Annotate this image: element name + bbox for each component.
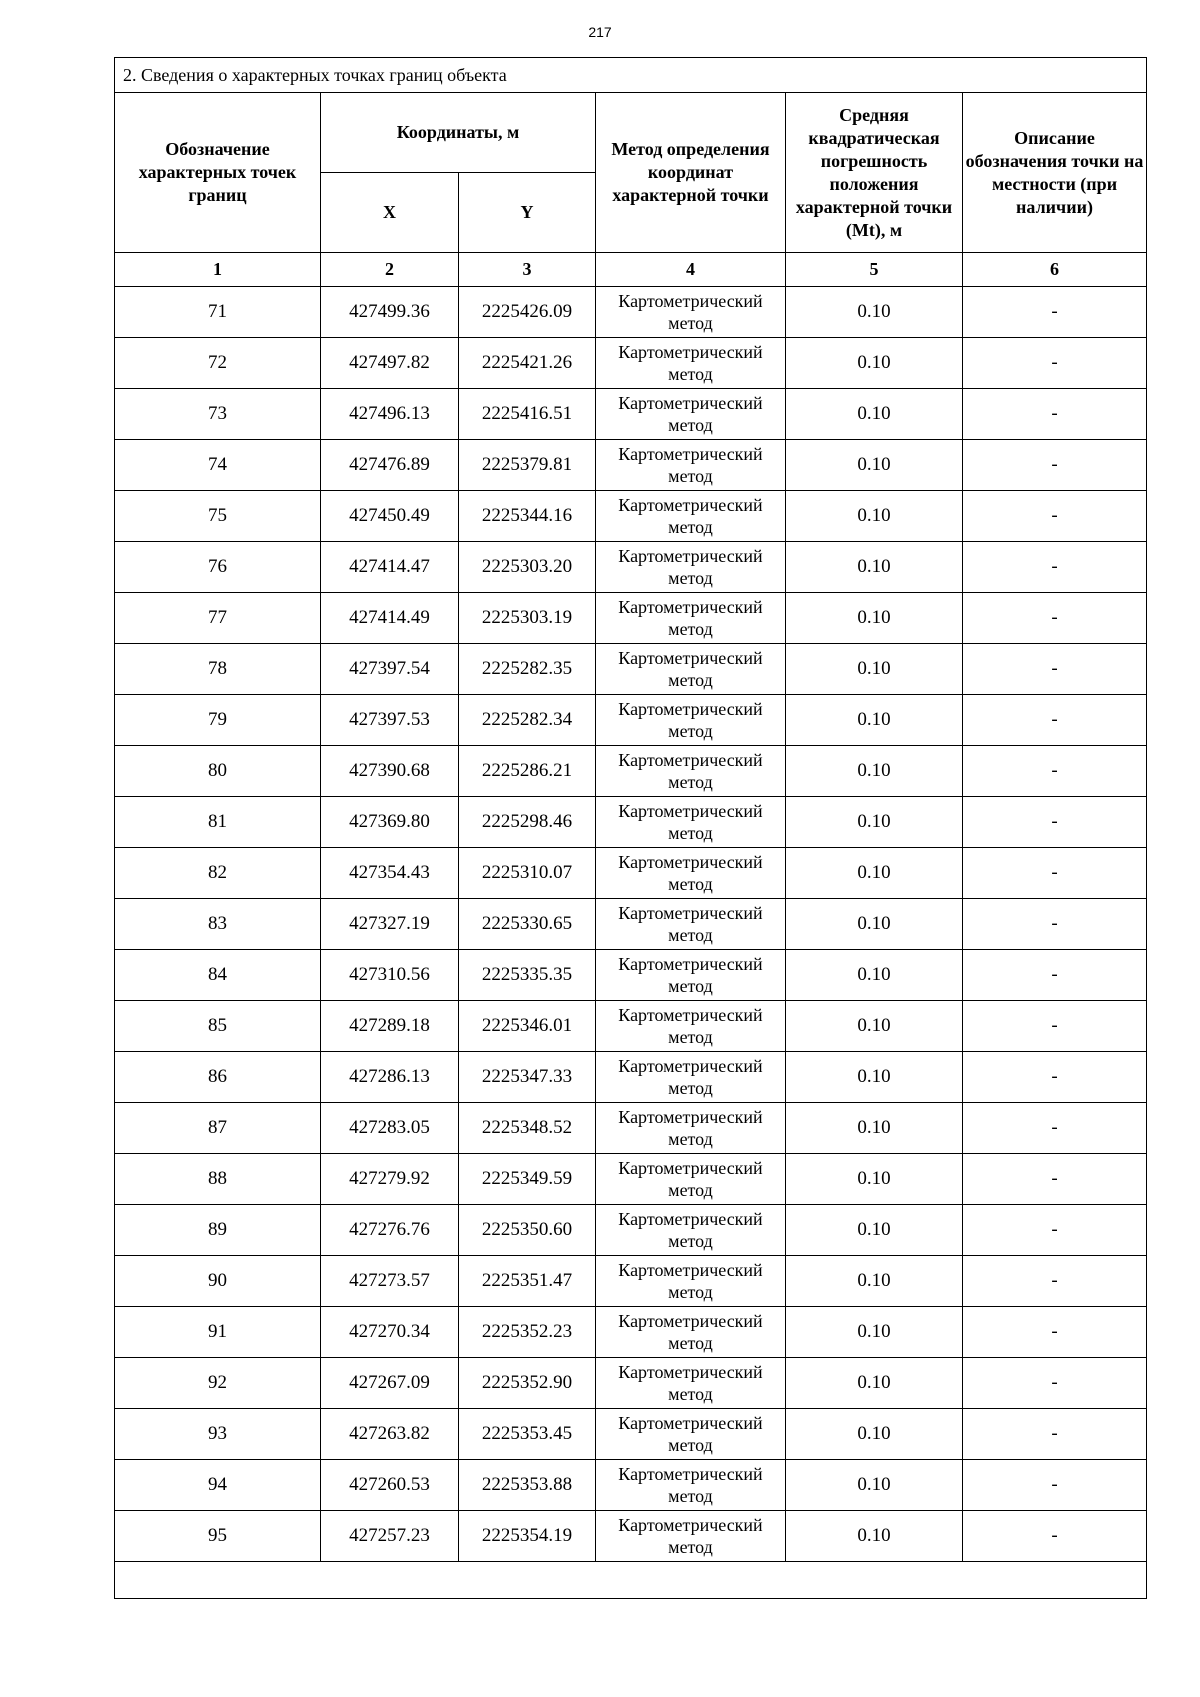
method-line-1: Картометрический (618, 597, 763, 617)
error-cell: 0.10 (786, 848, 963, 899)
method-cell (596, 1511, 786, 1562)
column-number: 3 (459, 253, 596, 287)
method-line-1: Картометрический (618, 852, 763, 872)
method-line-1: Картометрический (618, 1209, 763, 1229)
table-row (115, 593, 1147, 644)
point-cell: 75 (115, 491, 321, 542)
y-coordinate-cell: 2225349.59 (459, 1154, 596, 1205)
error-cell: 0.10 (786, 1307, 963, 1358)
y-coordinate-cell: 2225282.35 (459, 644, 596, 695)
x-coordinate-cell: 427273.57 (321, 1256, 459, 1307)
method-line-2: метод (668, 517, 713, 537)
method-line-1: Картометрический (618, 1158, 763, 1178)
point-cell: 76 (115, 542, 321, 593)
x-coordinate-cell: 427327.19 (321, 899, 459, 950)
y-coordinate-cell: 2225286.21 (459, 746, 596, 797)
y-coordinate-cell: 2225416.51 (459, 389, 596, 440)
method-line-2: метод (668, 1486, 713, 1506)
method-cell (596, 1103, 786, 1154)
method-line-1: Картометрический (618, 1107, 763, 1127)
description-cell: - (963, 950, 1147, 1001)
y-coordinate-cell: 2225348.52 (459, 1103, 596, 1154)
method-line-1: Картометрический (618, 444, 763, 464)
x-coordinate-cell: 427286.13 (321, 1052, 459, 1103)
x-coordinate-cell: 427260.53 (321, 1460, 459, 1511)
header-method: Метод определения координат характерной точки (596, 93, 786, 253)
header-description: Описание обозначения точки на местности (при наличии) (963, 93, 1147, 253)
method-line-1: Картометрический (618, 903, 763, 923)
point-cell: 87 (115, 1103, 321, 1154)
section-title-row (115, 58, 1147, 93)
boundary-points-table (114, 57, 1147, 1599)
point-cell: 80 (115, 746, 321, 797)
x-coordinate-cell: 427414.47 (321, 542, 459, 593)
point-cell: 95 (115, 1511, 321, 1562)
method-line-2: метод (668, 466, 713, 486)
method-line-2: метод (668, 721, 713, 741)
method-line-2: метод (668, 568, 713, 588)
y-coordinate-cell: 2225351.47 (459, 1256, 596, 1307)
error-cell: 0.10 (786, 644, 963, 695)
x-coordinate-cell: 427257.23 (321, 1511, 459, 1562)
method-cell (596, 338, 786, 389)
error-cell: 0.10 (786, 1409, 963, 1460)
error-cell: 0.10 (786, 542, 963, 593)
error-cell: 0.10 (786, 440, 963, 491)
x-coordinate-cell: 427369.80 (321, 797, 459, 848)
error-cell: 0.10 (786, 1358, 963, 1409)
description-cell: - (963, 1358, 1147, 1409)
method-cell (596, 1205, 786, 1256)
x-coordinate-cell: 427263.82 (321, 1409, 459, 1460)
table-row (115, 1052, 1147, 1103)
description-cell: - (963, 1460, 1147, 1511)
table-row (115, 1460, 1147, 1511)
x-coordinate-cell: 427397.54 (321, 644, 459, 695)
method-line-1: Картометрический (618, 1311, 763, 1331)
x-coordinate-cell: 427276.76 (321, 1205, 459, 1256)
error-cell: 0.10 (786, 1154, 963, 1205)
description-cell: - (963, 848, 1147, 899)
table-body (115, 287, 1147, 1562)
table-row (115, 287, 1147, 338)
method-line-1: Картометрический (618, 1413, 763, 1433)
method-cell (596, 440, 786, 491)
method-cell (596, 644, 786, 695)
point-cell: 89 (115, 1205, 321, 1256)
x-coordinate-cell: 427496.13 (321, 389, 459, 440)
header-y: Y (459, 173, 596, 253)
point-cell: 82 (115, 848, 321, 899)
method-line-2: метод (668, 772, 713, 792)
description-cell: - (963, 1001, 1147, 1052)
error-cell: 0.10 (786, 1001, 963, 1052)
method-cell (596, 1358, 786, 1409)
header-coordinates: Координаты, м (321, 93, 596, 173)
point-cell: 90 (115, 1256, 321, 1307)
method-cell (596, 1154, 786, 1205)
x-coordinate-cell: 427354.43 (321, 848, 459, 899)
description-cell: - (963, 746, 1147, 797)
table-row (115, 491, 1147, 542)
point-cell: 79 (115, 695, 321, 746)
method-cell (596, 542, 786, 593)
method-cell (596, 746, 786, 797)
x-coordinate-cell: 427289.18 (321, 1001, 459, 1052)
x-coordinate-cell: 427267.09 (321, 1358, 459, 1409)
point-cell: 73 (115, 389, 321, 440)
column-number: 2 (321, 253, 459, 287)
point-cell: 88 (115, 1154, 321, 1205)
method-line-1: Картометрический (618, 546, 763, 566)
header-point-designation: Обозначение характерных точек границ (115, 93, 321, 253)
error-cell: 0.10 (786, 389, 963, 440)
method-line-2: метод (668, 1282, 713, 1302)
method-line-2: метод (668, 364, 713, 384)
y-coordinate-cell: 2225379.81 (459, 440, 596, 491)
y-coordinate-cell: 2225350.60 (459, 1205, 596, 1256)
empty-footer-cell (115, 1562, 1147, 1599)
method-cell (596, 287, 786, 338)
empty-footer-row (115, 1562, 1147, 1599)
method-cell (596, 950, 786, 1001)
error-cell: 0.10 (786, 593, 963, 644)
error-cell: 0.10 (786, 338, 963, 389)
method-line-1: Картометрический (618, 1260, 763, 1280)
description-cell: - (963, 797, 1147, 848)
table-row (115, 1001, 1147, 1052)
table-row (115, 338, 1147, 389)
error-cell: 0.10 (786, 491, 963, 542)
table-row (115, 1256, 1147, 1307)
error-cell: 0.10 (786, 1052, 963, 1103)
point-cell: 85 (115, 1001, 321, 1052)
method-line-2: метод (668, 619, 713, 639)
method-line-2: метод (668, 874, 713, 894)
method-line-1: Картометрический (618, 954, 763, 974)
header-error: Средняя квадратическая погрешность положения характерной точки (Mt), м (786, 93, 963, 253)
y-coordinate-cell: 2225310.07 (459, 848, 596, 899)
method-line-1: Картометрический (618, 1362, 763, 1382)
y-coordinate-cell: 2225298.46 (459, 797, 596, 848)
point-cell: 92 (115, 1358, 321, 1409)
description-cell: - (963, 1154, 1147, 1205)
table-row (115, 1103, 1147, 1154)
description-cell: - (963, 440, 1147, 491)
method-cell (596, 695, 786, 746)
table-row (115, 899, 1147, 950)
method-line-2: метод (668, 1384, 713, 1404)
x-coordinate-cell: 427499.36 (321, 287, 459, 338)
column-number: 6 (963, 253, 1147, 287)
y-coordinate-cell: 2225330.65 (459, 899, 596, 950)
point-cell: 83 (115, 899, 321, 950)
description-cell: - (963, 593, 1147, 644)
point-cell: 81 (115, 797, 321, 848)
y-coordinate-cell: 2225282.34 (459, 695, 596, 746)
x-coordinate-cell: 427279.92 (321, 1154, 459, 1205)
point-cell: 84 (115, 950, 321, 1001)
x-coordinate-cell: 427270.34 (321, 1307, 459, 1358)
description-cell: - (963, 491, 1147, 542)
method-cell (596, 1409, 786, 1460)
x-coordinate-cell: 427497.82 (321, 338, 459, 389)
description-cell: - (963, 1103, 1147, 1154)
method-line-2: метод (668, 925, 713, 945)
table-row (115, 950, 1147, 1001)
method-line-1: Картометрический (618, 1464, 763, 1484)
x-coordinate-cell: 427476.89 (321, 440, 459, 491)
method-cell (596, 1460, 786, 1511)
method-line-2: метод (668, 415, 713, 435)
error-cell: 0.10 (786, 746, 963, 797)
error-cell: 0.10 (786, 1205, 963, 1256)
header-row-1 (115, 93, 1147, 173)
description-cell: - (963, 338, 1147, 389)
error-cell: 0.10 (786, 1460, 963, 1511)
x-coordinate-cell: 427450.49 (321, 491, 459, 542)
table-row (115, 440, 1147, 491)
method-line-2: метод (668, 1129, 713, 1149)
method-cell (596, 1001, 786, 1052)
error-cell: 0.10 (786, 1511, 963, 1562)
column-numbers-row (115, 253, 1147, 287)
method-cell (596, 848, 786, 899)
y-coordinate-cell: 2225344.16 (459, 491, 596, 542)
method-line-2: метод (668, 1180, 713, 1200)
table-row (115, 1205, 1147, 1256)
description-cell: - (963, 1511, 1147, 1562)
point-cell: 74 (115, 440, 321, 491)
method-line-2: метод (668, 1435, 713, 1455)
method-line-2: метод (668, 670, 713, 690)
method-cell (596, 1307, 786, 1358)
error-cell: 0.10 (786, 1103, 963, 1154)
error-cell: 0.10 (786, 695, 963, 746)
error-cell: 0.10 (786, 950, 963, 1001)
description-cell: - (963, 1052, 1147, 1103)
column-number: 1 (115, 253, 321, 287)
method-line-1: Картометрический (618, 495, 763, 515)
error-cell: 0.10 (786, 899, 963, 950)
x-coordinate-cell: 427397.53 (321, 695, 459, 746)
method-line-1: Картометрический (618, 699, 763, 719)
method-line-2: метод (668, 1333, 713, 1353)
method-cell (596, 491, 786, 542)
point-cell: 94 (115, 1460, 321, 1511)
method-cell (596, 899, 786, 950)
table-row (115, 1409, 1147, 1460)
method-line-2: метод (668, 1078, 713, 1098)
method-line-1: Картометрический (618, 648, 763, 668)
point-cell: 78 (115, 644, 321, 695)
table-row (115, 695, 1147, 746)
method-cell (596, 797, 786, 848)
y-coordinate-cell: 2225354.19 (459, 1511, 596, 1562)
page-number: 217 (588, 24, 612, 40)
table-row (115, 644, 1147, 695)
table-row (115, 542, 1147, 593)
method-cell (596, 1052, 786, 1103)
description-cell: - (963, 1256, 1147, 1307)
header-x: X (321, 173, 459, 253)
method-line-1: Картометрический (618, 801, 763, 821)
method-line-1: Картометрический (618, 291, 763, 311)
table-row (115, 848, 1147, 899)
column-number: 4 (596, 253, 786, 287)
table-row (115, 1307, 1147, 1358)
y-coordinate-cell: 2225303.20 (459, 542, 596, 593)
point-cell: 71 (115, 287, 321, 338)
y-coordinate-cell: 2225346.01 (459, 1001, 596, 1052)
method-cell (596, 593, 786, 644)
description-cell: - (963, 542, 1147, 593)
y-coordinate-cell: 2225352.90 (459, 1358, 596, 1409)
table-row (115, 1154, 1147, 1205)
method-cell (596, 1256, 786, 1307)
error-cell: 0.10 (786, 1256, 963, 1307)
table-row (115, 389, 1147, 440)
table-row (115, 797, 1147, 848)
method-cell (596, 389, 786, 440)
y-coordinate-cell: 2225347.33 (459, 1052, 596, 1103)
point-cell: 77 (115, 593, 321, 644)
column-number: 5 (786, 253, 963, 287)
x-coordinate-cell: 427390.68 (321, 746, 459, 797)
y-coordinate-cell: 2225421.26 (459, 338, 596, 389)
description-cell: - (963, 1409, 1147, 1460)
point-cell: 72 (115, 338, 321, 389)
y-coordinate-cell: 2225352.23 (459, 1307, 596, 1358)
method-line-1: Картометрический (618, 1056, 763, 1076)
method-line-1: Картометрический (618, 393, 763, 413)
description-cell: - (963, 695, 1147, 746)
description-cell: - (963, 287, 1147, 338)
error-cell: 0.10 (786, 287, 963, 338)
method-line-2: метод (668, 1231, 713, 1251)
y-coordinate-cell: 2225335.35 (459, 950, 596, 1001)
point-cell: 93 (115, 1409, 321, 1460)
table-row (115, 746, 1147, 797)
y-coordinate-cell: 2225426.09 (459, 287, 596, 338)
point-cell: 91 (115, 1307, 321, 1358)
y-coordinate-cell: 2225353.45 (459, 1409, 596, 1460)
method-line-1: Картометрический (618, 1515, 763, 1535)
table-row (115, 1511, 1147, 1562)
method-line-2: метод (668, 313, 713, 333)
x-coordinate-cell: 427310.56 (321, 950, 459, 1001)
description-cell: - (963, 1205, 1147, 1256)
method-line-2: метод (668, 1027, 713, 1047)
table-row (115, 1358, 1147, 1409)
description-cell: - (963, 1307, 1147, 1358)
description-cell: - (963, 899, 1147, 950)
point-cell: 86 (115, 1052, 321, 1103)
y-coordinate-cell: 2225303.19 (459, 593, 596, 644)
x-coordinate-cell: 427414.49 (321, 593, 459, 644)
y-coordinate-cell: 2225353.88 (459, 1460, 596, 1511)
method-line-1: Картометрический (618, 342, 763, 362)
method-line-2: метод (668, 976, 713, 996)
description-cell: - (963, 644, 1147, 695)
method-line-2: метод (668, 1537, 713, 1557)
method-line-1: Картометрический (618, 1005, 763, 1025)
x-coordinate-cell: 427283.05 (321, 1103, 459, 1154)
section-title: 2. Сведения о характерных точках границ объекта (115, 58, 1147, 93)
error-cell: 0.10 (786, 797, 963, 848)
method-line-1: Картометрический (618, 750, 763, 770)
method-line-2: метод (668, 823, 713, 843)
description-cell: - (963, 389, 1147, 440)
